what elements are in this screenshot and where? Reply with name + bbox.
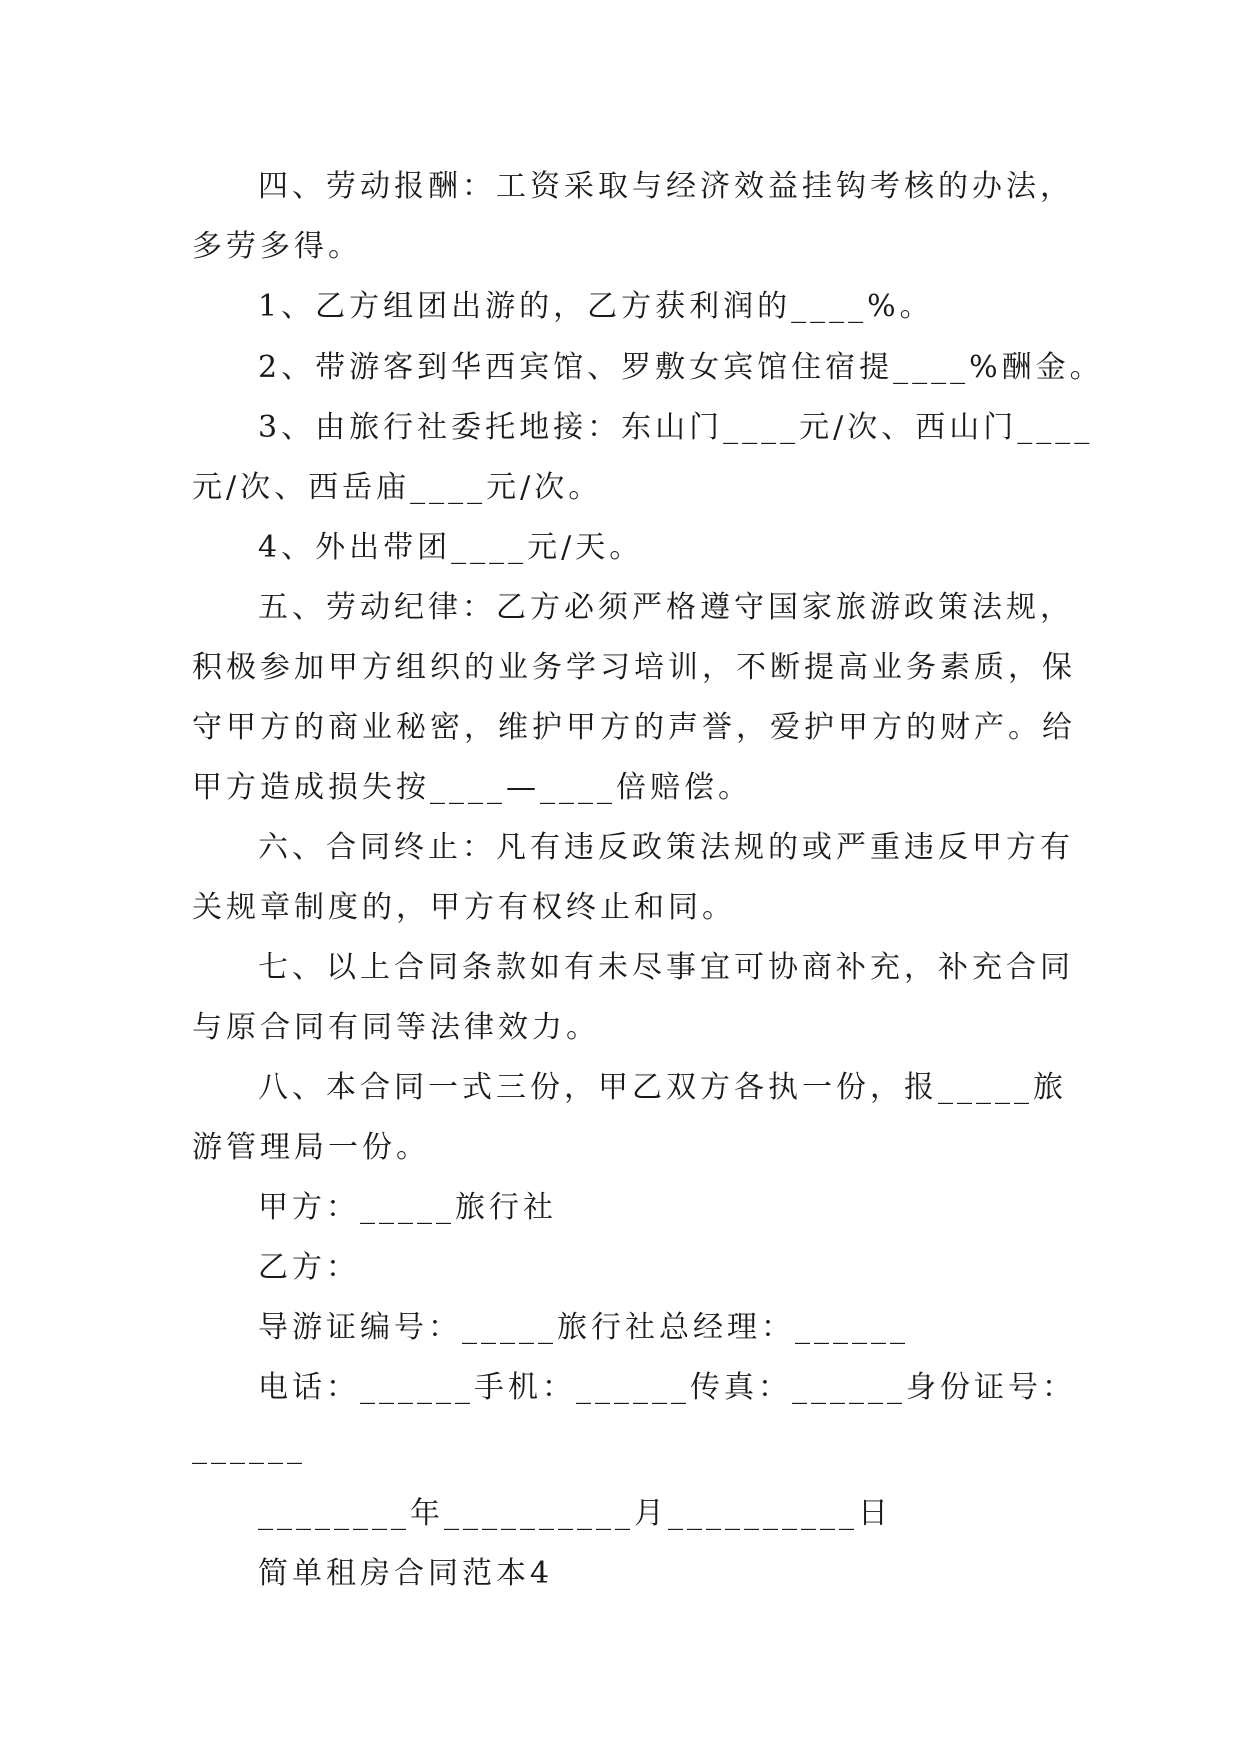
date-line: ________年__________月__________日 xyxy=(258,1496,892,1531)
party-a-line: 甲方：_____旅行社 xyxy=(258,1190,557,1225)
guide-license-line: 导游证编号：_____旅行社总经理：______ xyxy=(258,1310,909,1345)
clause-4-item-4: 4、外出带团____元/天。 xyxy=(258,530,644,565)
clause-5-line-2: 积极参加甲方组织的业务学习培训，不断提高业务素质，保 xyxy=(192,650,1076,685)
clause-6-line-1: 六、合同终止：凡有违反政策法规的或严重违反甲方有 xyxy=(258,830,1074,865)
contact-line: 电话：______手机：______传真：______身份证号： xyxy=(258,1370,1076,1405)
clause-8-line-2: 游管理局一份。 xyxy=(192,1130,430,1165)
clause-4-line-2: 多劳多得。 xyxy=(192,229,362,264)
clause-4-item-3-line-2: 元/次、西岳庙____元/次。 xyxy=(192,470,603,505)
clause-5-line-1: 五、劳动纪律：乙方必须严格遵守国家旅游政策法规， xyxy=(258,590,1074,625)
clause-4-line-1: 四、劳动报酬：工资采取与经济效益挂钩考核的办法， xyxy=(258,169,1074,204)
clause-6-line-2: 关规章制度的，甲方有权终止和同。 xyxy=(192,890,736,925)
clause-5-line-3: 守甲方的商业秘密，维护甲方的声誉，爱护甲方的财产。给 xyxy=(192,710,1076,745)
clause-4-item-3-line-1: 3、由旅行社委托地接：东山门____元/次、西山门____ xyxy=(258,410,1094,445)
clause-5-line-4: 甲方造成损失按____—____倍赔偿。 xyxy=(192,770,752,805)
next-section-title: 简单租房合同范本4 xyxy=(258,1556,554,1591)
contact-line-continued: ______ xyxy=(192,1430,306,1465)
clause-7-line-2: 与原合同有同等法律效力。 xyxy=(192,1010,600,1045)
party-b-line: 乙方： xyxy=(258,1250,360,1285)
clause-7-line-1: 七、以上合同条款如有未尽事宜可协商补充，补充合同 xyxy=(258,950,1074,985)
clause-8-line-1: 八、本合同一式三份，甲乙双方各执一份，报_____旅 xyxy=(258,1070,1067,1105)
clause-4-item-2: 2、带游客到华西宾馆、罗敷女宾馆住宿提____%酬金。 xyxy=(258,350,1104,385)
clause-4-item-1: 1、乙方组团出游的，乙方获利润的____%。 xyxy=(258,289,934,324)
